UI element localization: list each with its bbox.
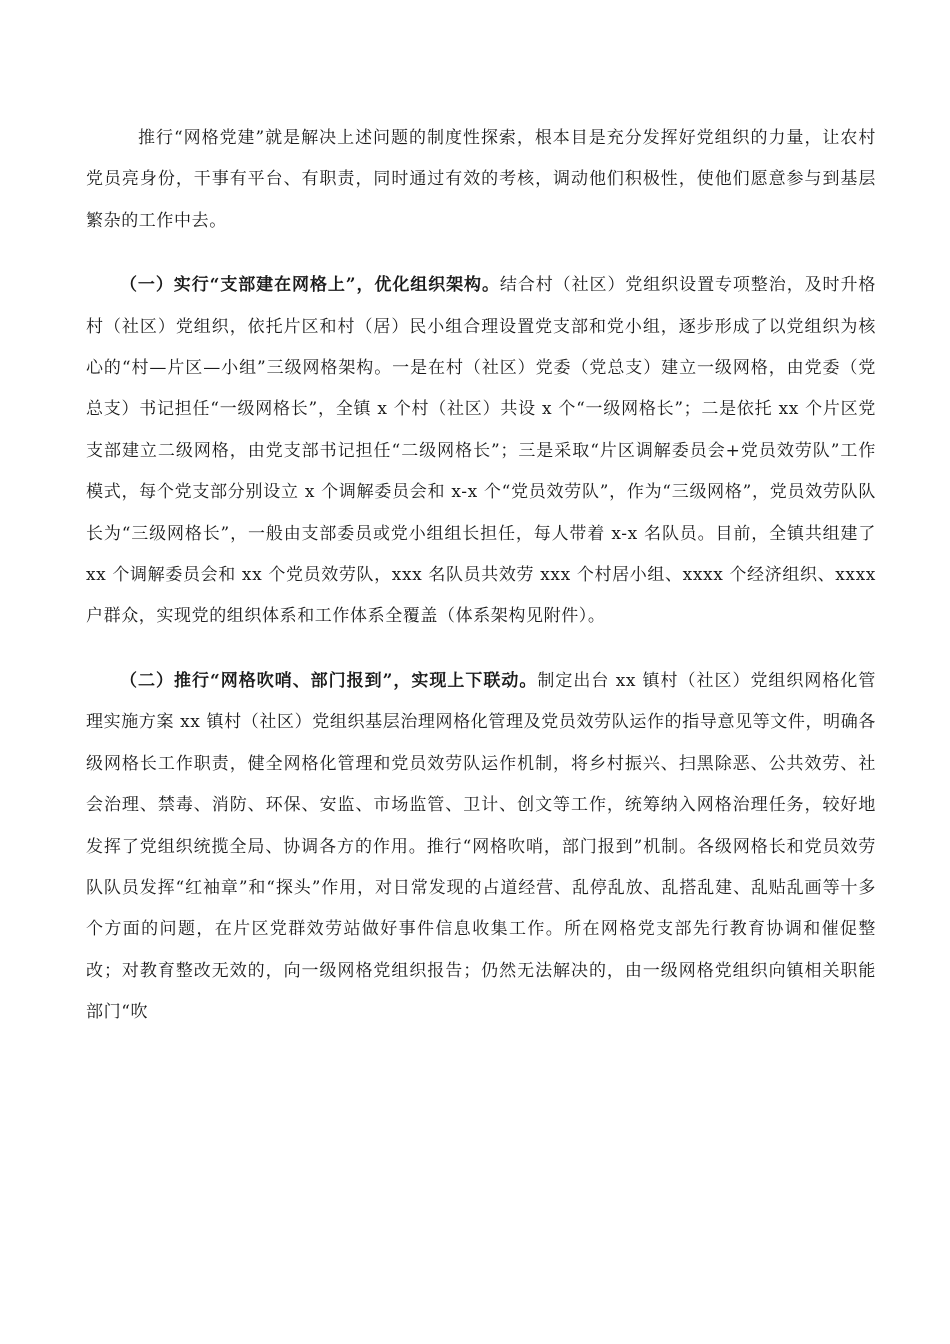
section-two-heading: （二）推行“网格吹哨、部门报到”，实现上下联动。	[120, 670, 538, 691]
section-one-body: 结合村（社区）党组织设置专项整治，及时升格村（社区）党组织，依托片区和村（居）民小组合理设置党支部和党小组，逐步形成了以党组织为核心的“村—片区—小组”三级网格架构。一是在村（社区）党委（党总支）建立一级网格，由党委（党总支）书记担任“一级网格长”，全镇 x 个村（社区）共设 x 个“一级网格长”；二是依托 xx 个片区党支部建立二级网格，由党支部书记担任“二级网格长”；三是采取“片区调解委员会+党员效劳队”工作模式，每个党支部分别设立 x 个调解委员会和 x-x 个“党员效劳队”，作为“三级网格”，党员效劳队队长为“三级网格长”，一般由支部委员或党小组组长担任，每人带着 x-x 名队员。目前，全镇共组建了 xx 个调解委员会和 xx 个党员效劳队，xxx 名队员共效劳 xxx 个村居小组、xxxx 个经济组织、xxxx 户群众，实现党的组织体系和工作体系全覆盖（体系架构见附件）。	[86, 275, 876, 627]
paragraph-intro	[86, 118, 876, 242]
section-two-body: 制定出台 xx 镇村（社区）党组织网格化管理实施方案 xx 镇村（社区）党组织基层治理网格化管理及党员效劳队运作的指导意见等文件，明确各级网格长工作职责，健全网格化管理和党员效劳队运作机制，将乡村振兴、扫黑除恶、公共效劳、社会治理、禁毒、消防、环保、安监、市场监管、卫计、创文等工作，统筹纳入网格治理任务，较好地发挥了党组织统揽全局、协调各方的作用。推行“网格吹哨，部门报到”机制。各级网格长和党员效劳队队员发挥“红袖章”和“探头”作用，对日常发现的占道经营、乱停乱放、乱搭乱建、乱贴乱画等十多个方面的问题，在片区党群效劳站做好事件信息收集工作。所在网格党支部先行教育协调和催促整改；对教育整改无效的，向一级网格党组织报告；仍然无法解决的，由一级网格党组织向镇相关职能部门“吹	[86, 670, 876, 1023]
document-page	[86, 118, 876, 1057]
paragraph-intro-text: 推行“网格党建”就是解决上述问题的制度性探索，根本目是充分发挥好党组织的力量，让农村党员亮身份，干事有平台、有职责，同时通过有效的考核，调动他们积极性，使他们愿意参与到基层繁杂的工作中去。	[86, 128, 876, 231]
section-one-heading: （一）实行“支部建在网格上”，优化组织架构。	[120, 275, 500, 296]
paragraph-section-two	[86, 661, 876, 1034]
paragraph-section-one	[86, 265, 876, 638]
